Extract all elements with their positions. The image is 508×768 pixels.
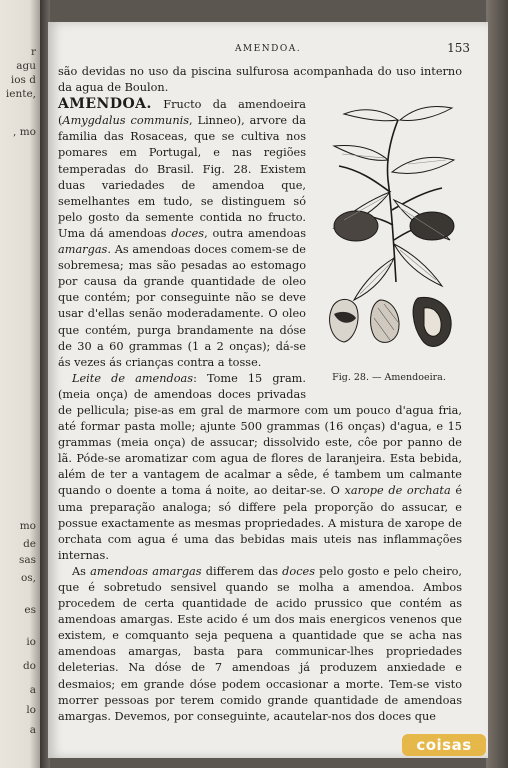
paragraph-leite [58,371,462,564]
running-head: AMENDOA. [234,44,302,54]
text-run: differem das [201,564,283,578]
prev-fragment: mo [19,520,36,532]
page-number: 153 [447,41,470,55]
text-run: pelo gosto e pelo cheiro, que é sobretudo sensivel quando se molha a amendoa. Ambos procedem de certa quantidade de acido prussico que contém as amendoas amargas. Este acido é um dos mais energicos venenos que existem, e comquanto seja pequena a quantidade que se acha nas amendoas amargas, basta para communicar-lhes propriedades deleterias. Na dóse de 7 amendoas já produzem anxiedade e desmaios; em grande dóse podem occasionar a morte. Tem-se visto morrer pessoas por terem comido grande quantidade de amendoas amargas. Devemos, por conseguinte, acautelar-nos dos doces que [58,564,462,723]
prev-fragment: r [30,46,36,58]
recipe-title: Leite de amendoas [72,371,194,385]
prev-fragment: agu [16,60,36,72]
prev-fragment: sas [18,554,36,566]
latin-name: Amygdalus communis [62,114,190,128]
book-edge [486,0,508,768]
italic-term: amendoas amargas [90,564,202,578]
prev-fragment: de [23,538,36,550]
prev-fragment: do [22,660,36,672]
figure-almond-tree [314,100,464,386]
text-run: , outra amendoas [204,226,306,240]
figure-caption: Fig. 28. — Amendoeira. [332,372,446,384]
text-run: . As amendoas doces comem-se de sobremesa; mas são pesadas ao estomago por causa da grande quantidade de oleo que contém; por conseguinte não se deve usar d'ellas senão moderadamente. O oleo que contém, purga brandamente na dóse de 30 a 60 grammas (1 a 2 onças); dá-se ás vezes ás crianças contra a tosse. [58,243,306,369]
italic-term: doces [282,564,316,578]
watermark-logo: coisas [402,734,486,756]
prev-fragment: es [24,604,36,616]
text-run: é uma preparação analoga; só differe pela proporção do assucar, e possue exactamente as mesmas propriedades. A mistura de xarope de orchata com agua é uma das bebidas mais uteis nas inflammações internas. [58,484,463,562]
italic-term: doces [171,226,205,240]
text-run: : Tome 15 gram. (meia onça) de amendoas doces privadas de pellicula; pise-as em gral de marmore com um pouco d'agua fria, até formar pasta molle; ajunte 500 grammas (16 onças) d'agua, e 15 grammas (meia onça) de assucar; dissolvido este, côe por panno de lã. Póde-se aromatizar com agua de flores de laranjeira. Esta bebida, além de ter a vantagem de acalmar a sêde, é tambem um calmante quando o doente a toma á noite, ao deitar-se. O [58,371,462,498]
prev-fragment: iente, [5,88,36,100]
text-run: As [72,564,91,578]
almond-branch-illustration [314,100,464,370]
entry-headword: AMENDOA. [58,96,152,113]
prev-fragment: a [29,684,36,696]
prev-fragment: ios d [10,74,36,86]
prev-fragment: io [26,636,36,648]
previous-page-edge [0,0,42,768]
prev-fragment: os, [20,572,36,584]
paragraph-amargas [58,564,462,725]
text-run: Fructo da amendoeira ( [58,98,306,128]
paragraph-intro: são devidas no uso da piscina sulfurosa acompanhada do uso interno da agua de Boulon. [58,65,462,95]
prev-fragment: a [29,724,36,736]
text-run: , Linneo), arvore da familia das Rosaceas, que se cultiva nos pomares em Portugal, e nas regiões temperadas do Brasil. Fig. 28. Existem duas variedades de amendoa que, semelhantes em tudo, se distinguem só pelo gosto da semente contida no fructo. Uma dá amendoas [58,114,306,240]
body-text [58,64,462,725]
prev-fragment: lo [26,704,36,716]
book-page [48,22,488,758]
italic-term: amargas [58,243,108,257]
italic-term: xarope de orchata [344,484,451,498]
prev-fragment: , mo [13,126,36,138]
